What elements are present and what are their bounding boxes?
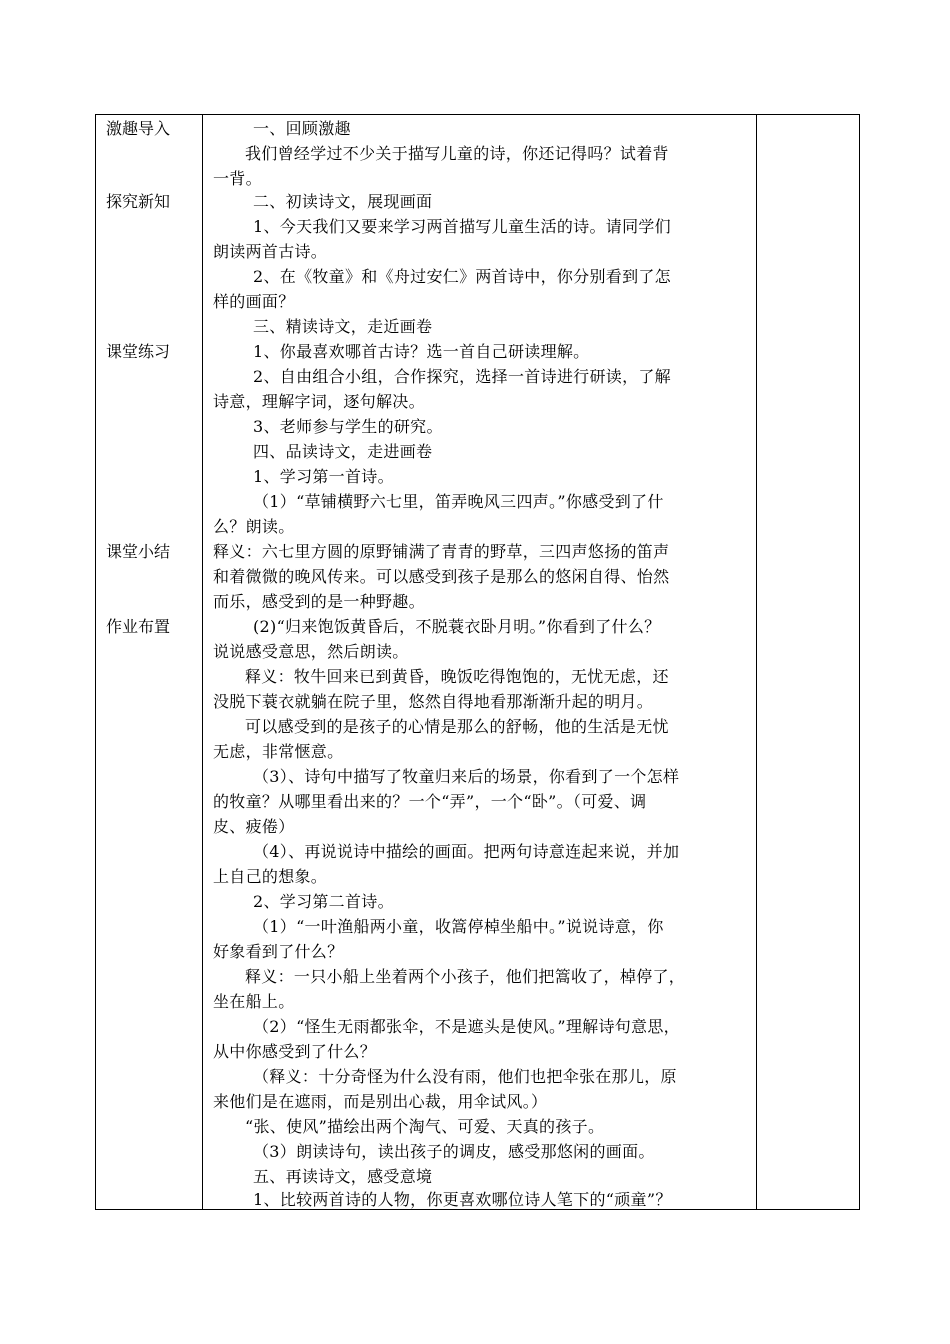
content-line: 1、学习第一首诗。 bbox=[253, 467, 394, 486]
content-line: 一背。 bbox=[213, 169, 262, 188]
content-line: 二、初读诗文，展现画面 bbox=[253, 192, 433, 211]
content-line: 而乐，感受到的是一种野趣。 bbox=[213, 592, 425, 611]
content-line: 的牧童？从哪里看出来的？一个“弄”，一个“卧”。（可爱、调 bbox=[213, 792, 647, 811]
notes-column bbox=[757, 115, 859, 1209]
content-line: 坐在船上。 bbox=[213, 992, 295, 1011]
stage-column bbox=[96, 115, 202, 1209]
content-line: 1、今天我们又要来学习两首描写儿童生活的诗。请同学们 bbox=[253, 217, 671, 236]
content-line: （1）“一叶渔船两小童，收篙停棹坐船中。”说说诗意，你 bbox=[253, 917, 664, 936]
content-line: 释义：一只小船上坐着两个小孩子，他们把篙收了，棹停了， bbox=[245, 967, 686, 986]
content-line: 1、比较两首诗的人物，你更喜欢哪位诗人笔下的“顽童”？ bbox=[253, 1190, 672, 1209]
content-line: 从中你感受到了什么？ bbox=[213, 1042, 377, 1061]
content-line: 可以感受到的是孩子的心情是那么的舒畅，他的生活是无忧 bbox=[245, 717, 669, 736]
content-line: 五、再读诗文，感受意境 bbox=[253, 1167, 433, 1186]
content-line: 3、老师参与学生的研究。 bbox=[253, 417, 443, 436]
content-line: (2)“归来饱饭黄昏后，不脱蓑衣卧月明。”你看到了什么？ bbox=[253, 617, 661, 636]
content-line: 四、品读诗文，走进画卷 bbox=[253, 442, 433, 461]
content-line: 皮、疲倦） bbox=[213, 817, 295, 836]
content-line: 好象看到了什么？ bbox=[213, 942, 344, 961]
stage-label: 激趣导入 bbox=[106, 119, 171, 138]
stage-label: 探究新知 bbox=[106, 192, 171, 211]
lesson-plan-table bbox=[95, 114, 860, 1210]
content-line: 么？朗读。 bbox=[213, 517, 295, 536]
content-line: （4）、再说说诗中描绘的画面。把两句诗意连起来说，并加 bbox=[253, 842, 680, 861]
content-line: 样的画面？ bbox=[213, 292, 295, 311]
content-line: （1）“草铺横野六七里，笛弄晚风三四声。”你感受到了什 bbox=[253, 492, 664, 511]
content-line: （3）、诗句中描写了牧童归来后的场景，你看到了一个怎样 bbox=[253, 767, 680, 786]
content-line: 朗读两首古诗。 bbox=[213, 242, 328, 261]
content-line: 说说感受意思，然后朗读。 bbox=[213, 642, 409, 661]
content-line: 无虑，非常惬意。 bbox=[213, 742, 344, 761]
content-line: 和着微微的晚风传来。可以感受到孩子是那么的悠闲自得、怡然 bbox=[213, 567, 670, 586]
content-line: 1、你最喜欢哪首古诗？选一首自己研读理解。 bbox=[253, 342, 590, 361]
content-line: 三、精读诗文，走近画卷 bbox=[253, 317, 433, 336]
content-line: （3）朗读诗句，读出孩子的调皮，感受那悠闲的画面。 bbox=[253, 1142, 655, 1161]
content-line: 2、自由组合小组，合作探究，选择一首诗进行研读，了解 bbox=[253, 367, 671, 386]
content-line: 来他们是在遮雨，而是别出心裁，用伞试风。） bbox=[213, 1092, 548, 1111]
content-column bbox=[203, 115, 756, 1209]
stage-label: 课堂练习 bbox=[106, 342, 171, 361]
content-line: 我们曾经学过不少关于描写儿童的诗，你还记得吗？试着背 bbox=[245, 144, 669, 163]
content-line: （释义：十分奇怪为什么没有雨，他们也把伞张在那儿，原 bbox=[253, 1067, 677, 1086]
stage-label: 作业布置 bbox=[106, 617, 171, 636]
content-line: 2、在《牧童》和《舟过安仁》两首诗中，你分别看到了怎 bbox=[253, 267, 671, 286]
content-line: 释义：六七里方圆的原野铺满了青青的野草，三四声悠扬的笛声 bbox=[213, 542, 670, 561]
content-line: 2、学习第二首诗。 bbox=[253, 892, 394, 911]
content-line: 没脱下蓑衣就躺在院子里，悠然自得地看那渐渐升起的明月。 bbox=[213, 692, 654, 711]
content-line: 释义：牧牛回来已到黄昏，晚饭吃得饱饱的，无忧无虑，还 bbox=[245, 667, 669, 686]
content-line: （2）“怪生无雨都张伞，不是遮头是使风。”理解诗句意思， bbox=[253, 1017, 680, 1036]
content-line: 一、回顾激趣 bbox=[253, 119, 351, 138]
stage-label: 课堂小结 bbox=[106, 542, 171, 561]
content-line: 上自己的想象。 bbox=[213, 867, 328, 886]
content-line: 诗意，理解字词，逐句解决。 bbox=[213, 392, 425, 411]
content-line: “张、使风”描绘出两个淘气、可爱、天真的孩子。 bbox=[245, 1117, 605, 1136]
